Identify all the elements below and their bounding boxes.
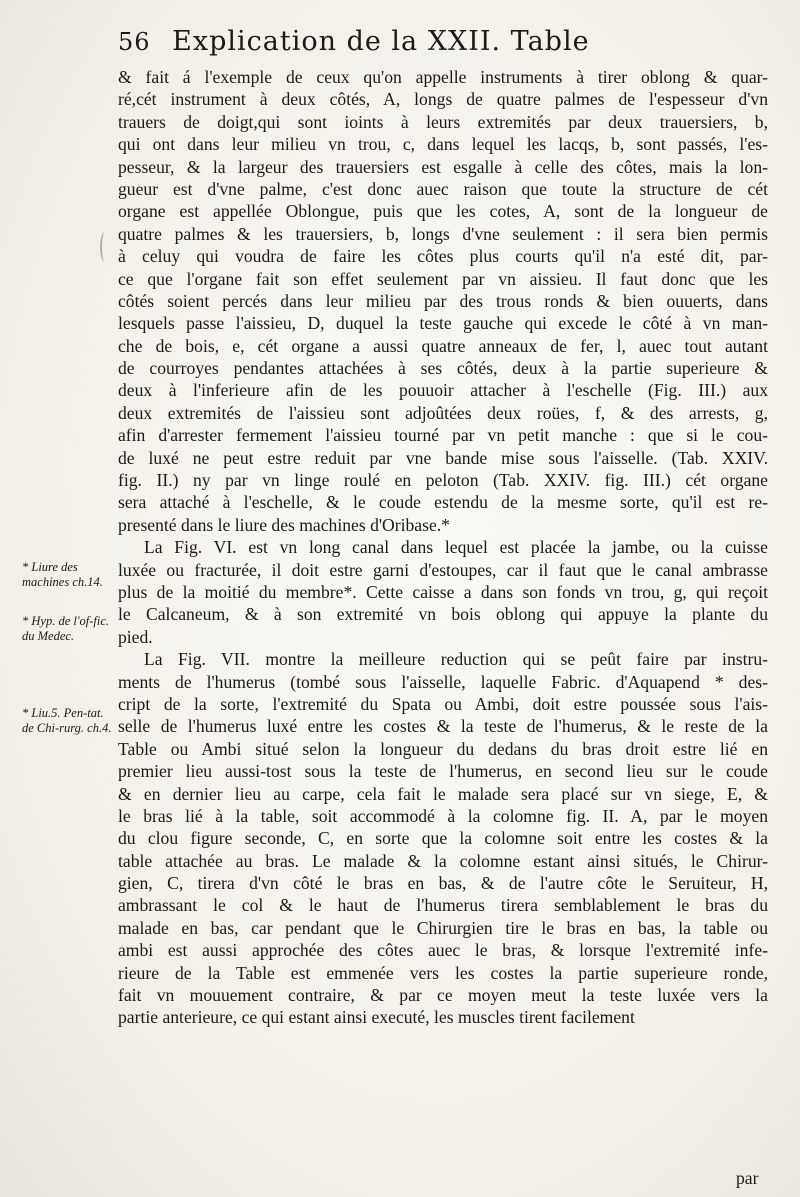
text-line: à celuy qui voudra de faire les côtes plus courts qu'il n'a esté dit, par- [118, 246, 768, 267]
text-line: plus de la moitié du membre*. Cette caisse a dans son fonds vn trou, g, qui reçoit [118, 581, 768, 602]
text-line: La Fig. VI. est vn long canal dans lequel est placée la jambe, ou la cuisse [144, 537, 768, 558]
text-line: trauers de doigt,qui sont ioints à leurs extremités par deux trauersiers, b, [118, 111, 768, 132]
text-line: lesquels passe l'aissieu, D, duquel la teste gauche qui excede le côté à vn man- [118, 313, 768, 334]
text-line: de luxé ne peut estre reduit par vne bande mise sous l'aisselle. (Tab. XXIV. [118, 447, 768, 468]
text-line: pesseur, & la largeur des trauersiers est esgalle à celle des côtes, mais la lon- [118, 156, 768, 177]
text-line: côtés soient percés dans leur milieu par des trous ronds & bien ouuerts, dans [118, 290, 768, 311]
text-line: gueur est d'vne palme, c'est donc auec raison que toute la structure de cét [118, 178, 768, 199]
page-number: 56 [118, 28, 151, 56]
text-line: table attachée au bras. Le malade & la colomne estant ainsi situés, le Chirur- [118, 850, 768, 871]
text-line: ambi est aussi approchée des côtes auec le bras, & lorsque l'extremité infe- [118, 940, 768, 961]
text-line: fait vn mouuement contraire, & par ce moyen meut la teste luxée vers la [118, 985, 768, 1006]
text-line: du clou figure seconde, C, en sorte que la colomne soit entre les costes & la [118, 828, 768, 849]
text-line: cript de la sorte, l'extremité du Spata ou Ambi, doit estre poussée sous l'ais- [118, 693, 768, 714]
text-line: organe est appellée Oblongue, puis que les cotes, A, sont de la longueur de [118, 201, 768, 222]
text-line: ambrassant le col & le haut de l'humerus tirera semblablement le bras du [118, 895, 768, 916]
text-line: Table ou Ambi situé selon la longueur du dedans du bras droit estre lié en [118, 738, 768, 759]
ink-smudge [100, 232, 110, 262]
text-line: afin d'arrester fermement l'aissieu tourné par vn petit manche : que si le cou- [118, 425, 768, 446]
text-line: ments de l'humerus (tombé sous l'aisselle, laquelle Fabric. d'Aquapend * des- [118, 671, 768, 692]
text-line: ce que l'organe fait son effet seulement par vn aissieu. Il faut donc que les [118, 268, 768, 289]
running-title: Explication de la XXII. Table [172, 26, 590, 57]
margin-note: * Liu.5. Pen-tat. de Chi-rurg. ch.4. [22, 706, 112, 735]
text-line: deux extremités de l'aissieu sont adjoûtées deux roües, f, & des arrests, g, [118, 402, 768, 423]
catchword: par [736, 1168, 759, 1188]
text-line: & fait á l'exemple de ceux qu'on appelle instruments à tirer oblong & quar- [118, 67, 768, 87]
text-line: fig. II.) ny par vn linge roulé en peloton (Tab. XXIV. fig. III.) cét organe [118, 470, 768, 491]
text-line: pied. [118, 626, 153, 647]
margin-note: * Hyp. de l'of-fic. du Medec. [22, 614, 110, 643]
running-header [118, 26, 778, 66]
margin-note: * Liure des machines ch.14. [22, 560, 103, 589]
text-line: malade en bas, car pendant que le Chirurgien tire le bras en bas, la table ou [118, 917, 768, 938]
text-line: partie anterieure, ce qui estant ainsi executé, les muscles tirent facilement [118, 1007, 635, 1028]
text-line: le bras lié à la table, soit accommodé à la colomne fig. II. A, par le moyen [118, 805, 768, 826]
text-line: de courroyes pendantes attachées à ses côtés, deux à la partie superieure & [118, 358, 768, 379]
text-line: che de bois, e, cét organe a aussi quatre anneaux de fer, l, auec tout autant [118, 335, 768, 356]
text-line: presenté dans le liure des machines d'Oribase.* [118, 514, 450, 535]
text-line: sera attaché à l'eschelle, & le coude estendu de la mesme sorte, qu'il est re- [118, 492, 768, 513]
text-line: rieure de la Table est emmenée vers les costes la partie superieure ronde, [118, 962, 768, 983]
text-line: La Fig. VII. montre la meilleure reduction qui se peût faire par instru- [144, 649, 768, 670]
text-line: selle de l'humerus luxé entre les costes & la teste de l'humerus, & le reste de la [118, 716, 768, 737]
text-line: ré,cét instrument à deux côtés, A, longs de quatre palmes de l'espesseur d'vn [118, 89, 768, 110]
text-line: quatre palmes & les trauersiers, b, longs d'vne seulement : il sera bien permis [118, 223, 768, 244]
text-line: deux à l'inferieure afin de les pouuoir attacher à l'eschelle (Fig. III.) aux [118, 380, 768, 401]
text-line: le Calcaneum, & à son extremité vn bois oblong qui appuye la plante du [118, 604, 768, 625]
text-line: gien, C, tirera d'vn côté le bras en bas, & de l'autre côte le Seruiteur, H, [118, 873, 768, 894]
text-line: qui ont dans leur milieu vn trou, c, dans lequel les lacqs, b, sont passés, l'es- [118, 134, 768, 155]
text-line: luxée ou fracturée, il doit estre garni d'estoupes, car il faut que le canal ambrasse [118, 559, 768, 580]
text-line: premier lieu aussi-tost sous la teste de l'humerus, en second lieu sur le coude [118, 761, 768, 782]
text-line: & en dernier lieu au carpe, cela fait le malade sera placé sur vn siege, E, & [118, 783, 768, 804]
body-text [118, 66, 768, 1029]
